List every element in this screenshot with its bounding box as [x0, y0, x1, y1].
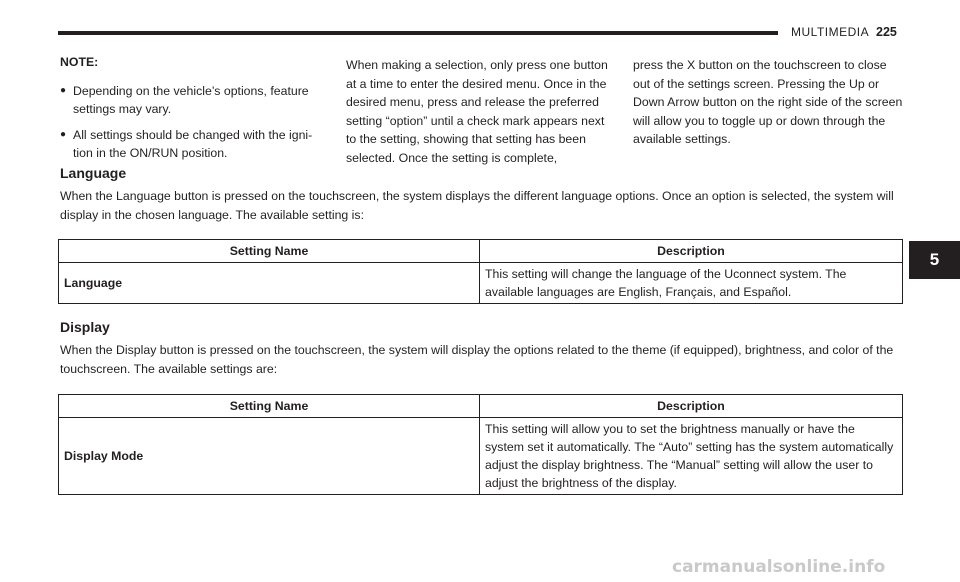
- header-setting-name: Setting Name: [59, 240, 480, 263]
- setting-description: This setting will allow you to set the brightness manually or have the system set it automatically. The “Auto” setting has the system automatically adjust the display brightness. The “Manual” setting will allow the user to adjust the brightness of the display.: [480, 418, 903, 495]
- chapter-tab: 5: [909, 241, 960, 279]
- page-number: 225: [876, 25, 897, 39]
- setting-name: Language: [59, 263, 480, 304]
- display-settings-table: [58, 394, 903, 495]
- table-header-row: [59, 395, 903, 418]
- note-bullet: [60, 126, 328, 163]
- note-label: NOTE:: [60, 55, 99, 69]
- bullet-icon: ●: [60, 84, 67, 96]
- setting-name: Display Mode: [59, 418, 480, 495]
- header-setting-name: Setting Name: [59, 395, 480, 418]
- note-bullet: [60, 82, 328, 119]
- section-title: MULTIMEDIA: [791, 25, 870, 39]
- column-2-text: When making a selection, only press one button at a time to enter the desired menu. Once in the desired menu, press and release the preferred setting “option” until a check mark appears next to the setting, showing that setting has been selected. Once the setting is complete,: [346, 58, 608, 165]
- setting-description: This setting will change the language of the Uconnect system. The available languages are English, Français, and Español.: [480, 263, 903, 304]
- header-description: Description: [480, 395, 903, 418]
- display-body: When the Display button is pressed on the touchscreen, the system will display the options related to the theme (if equipped), brightness, and color of the touchscreen. The available settings are:: [60, 343, 894, 376]
- table-header-row: [59, 240, 903, 263]
- bullet-text: Depending on the vehicle’s options, feature settings may vary.: [73, 83, 309, 116]
- bullet-text: All settings should be changed with the igni-tion in the ON/RUN position.: [73, 127, 313, 160]
- table-row: [59, 263, 903, 304]
- header-description: Description: [480, 240, 903, 263]
- language-settings-table: [58, 239, 903, 304]
- table-row: [59, 418, 903, 495]
- header-rule: [58, 31, 778, 35]
- column-3-text: press the X button on the touchscreen to close out of the settings screen. Pressing the Up or Down Arrow button on the right side of the screen will allow you to toggle up or down through the available settings.: [633, 58, 903, 146]
- display-heading: Display: [60, 319, 110, 335]
- bullet-icon: ●: [60, 128, 67, 140]
- language-body: When the Language button is pressed on the touchscreen, the system displays the different language options. Once an option is selected, the system will display in the chosen language. The available setting is:: [60, 189, 894, 222]
- note-column: [60, 53, 328, 170]
- language-heading: Language: [60, 165, 127, 181]
- watermark: carmanualsonline.info: [672, 557, 886, 577]
